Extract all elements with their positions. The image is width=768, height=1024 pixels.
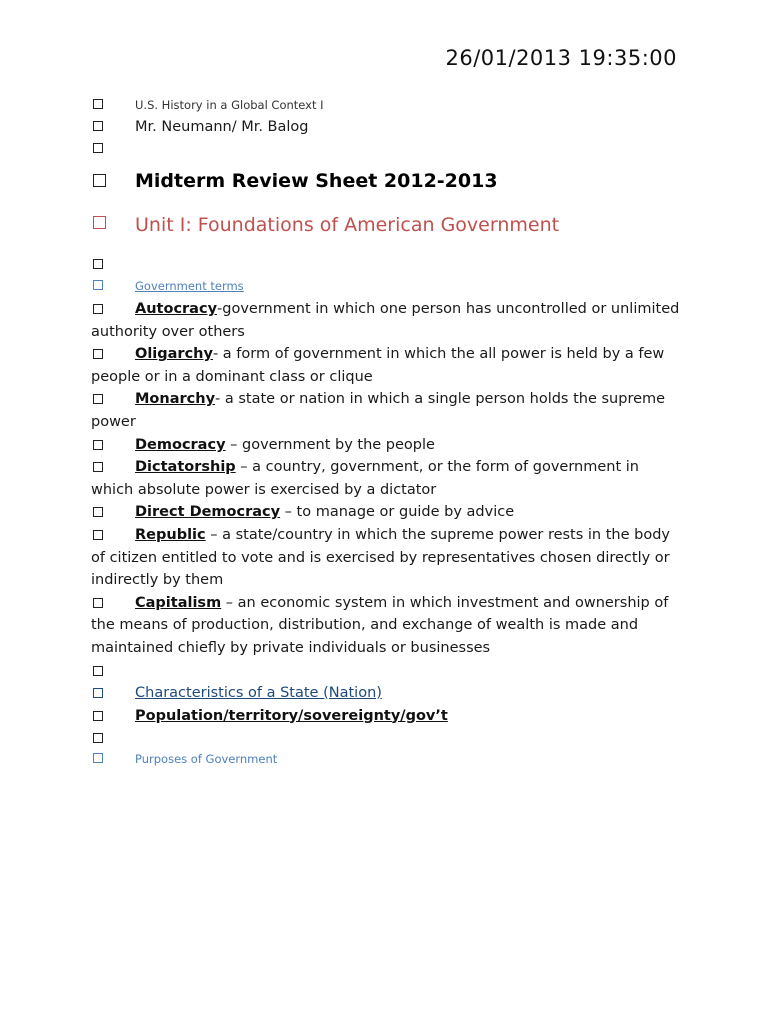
bullet-line [91,116,681,138]
checkbox-icon [93,711,103,721]
definition-text: – a state/country in which the supreme power rests in the body of citizen entitled to vote and is exercised by representatives chosen directly or indirectly by them [91,526,671,589]
definition-term: Oligarchy [135,346,213,363]
definition-item [91,501,681,524]
checkbox-icon [93,753,103,763]
bullet-line [91,276,681,298]
checkbox-icon [93,688,103,698]
definition-item [91,343,681,388]
checkbox-icon [93,143,103,153]
checkbox-icon [93,280,103,290]
bullet-line [91,96,681,116]
empty-bullet-line [91,727,681,749]
checkbox-icon [93,462,103,472]
definition-text: – government by the people [225,436,435,453]
definition-term: Autocracy [135,301,218,317]
definition-term: Monarchy [135,391,216,408]
checkbox-icon [93,733,103,743]
definition-item [91,298,681,343]
definition-text: – to manage or guide by advice [280,504,515,521]
bullet-line [91,682,681,705]
empty-bullet-line [91,660,681,682]
checkbox-icon [93,598,103,608]
course-name: U.S. History in a Global Context I [135,98,324,112]
definition-item [91,592,681,660]
checkbox-icon [93,304,103,314]
definition-term: Republic [135,526,206,543]
checkbox-icon [93,216,106,229]
checkbox-icon [93,259,103,269]
definition-term: Capitalism [135,594,222,611]
timestamp: 26/01/2013 19:35:00 [445,46,677,70]
checkbox-icon [93,349,103,359]
bullet-line [91,168,681,212]
empty-bullet-line [91,256,681,276]
checkbox-icon [93,666,103,676]
definition-term: Direct Democracy [135,504,281,521]
section-purposes: Purposes of Government [135,751,278,766]
definition-text: – a country, government, or the form of government in which absolute power is exercised by a dictator [91,459,639,498]
definition-item [91,456,681,501]
empty-bullet-line [91,138,681,168]
definition-text: -government in which one person has uncontrolled or unlimited authority over others [91,301,680,340]
unit-heading: Unit I: Foundations of American Government [135,214,560,236]
definition-text: - a form of government in which the all power is held by a few people or in a dominant class or clique [91,346,665,385]
definition-item [91,388,681,433]
checkbox-icon [93,507,103,517]
section-government-terms: Government terms [135,279,244,293]
teachers: Mr. Neumann/ Mr. Balog [135,119,309,135]
page-title: Midterm Review Sheet 2012-2013 [135,170,498,192]
checkbox-icon [93,530,103,540]
bullet-line [91,705,681,727]
checkbox-icon [93,174,106,187]
definition-term: Democracy [135,436,226,453]
characteristics-answer: Population/territory/sovereignty/gov’t [135,707,448,724]
checkbox-icon [93,121,103,131]
checkbox-icon [93,99,103,109]
definition-item [91,524,681,592]
bullet-line [91,212,681,256]
checkbox-icon [93,394,103,404]
checkbox-icon [93,440,103,450]
definition-text: – an economic system in which investment and ownership of the means of production, distribution, and exchange of wealth is made and maintained chiefly by private individuals or businesses [91,594,669,656]
document-body [91,96,681,771]
definition-text: - a state or nation in which a single person holds the supreme power [91,391,666,430]
bullet-line [91,749,681,771]
section-characteristics: Characteristics of a State (Nation) [135,684,382,701]
definition-term: Dictatorship [135,459,236,476]
definition-item [91,434,681,457]
